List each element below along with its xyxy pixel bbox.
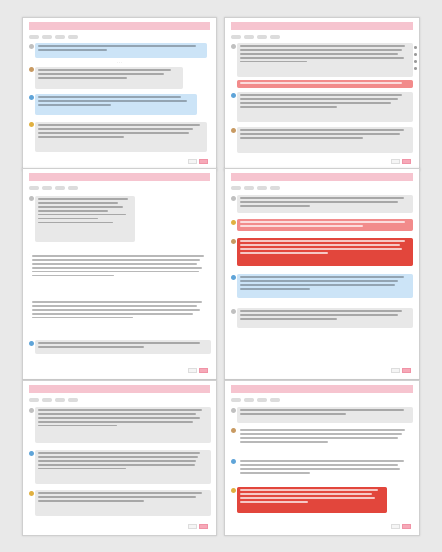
avatar-icon[interactable] — [29, 95, 34, 100]
post-panel-3 — [22, 168, 217, 380]
avatar-icon[interactable] — [231, 275, 236, 280]
thread-title-bar — [231, 22, 413, 30]
toolbar-item[interactable] — [29, 35, 39, 39]
message-bubble — [237, 427, 413, 453]
highlight-bubble — [237, 487, 387, 513]
avatar-icon[interactable] — [29, 341, 34, 346]
pagination — [391, 368, 411, 373]
message-bubble — [237, 274, 413, 298]
avatar-icon[interactable] — [29, 67, 34, 72]
toolbar-item[interactable] — [55, 398, 65, 402]
pager-prev-button[interactable] — [188, 368, 197, 373]
more-icon[interactable] — [414, 67, 417, 70]
thread-title-bar — [231, 385, 413, 393]
message-bubble — [35, 43, 207, 58]
toolbar-item[interactable] — [257, 186, 267, 190]
pager-prev-button[interactable] — [391, 368, 400, 373]
message-bubble — [35, 94, 197, 115]
message-bubble — [29, 299, 212, 333]
message-bubble — [35, 196, 135, 242]
pager-prev-button[interactable] — [188, 524, 197, 529]
avatar-icon[interactable] — [231, 220, 236, 225]
pagination — [391, 524, 411, 529]
message-bubble — [237, 92, 413, 122]
toolbar-item[interactable] — [231, 398, 241, 402]
post-panel-4 — [224, 168, 420, 380]
toolbar-item[interactable] — [231, 35, 241, 39]
avatar-icon[interactable] — [231, 488, 236, 493]
toolbar — [29, 184, 210, 191]
toolbar-item[interactable] — [29, 186, 39, 190]
toolbar — [231, 33, 413, 40]
avatar-icon[interactable] — [231, 93, 236, 98]
message-bubble — [35, 122, 207, 152]
pager-next-button[interactable] — [402, 159, 411, 164]
pagination — [188, 159, 208, 164]
thread-title-bar — [231, 173, 413, 181]
avatar-icon[interactable] — [29, 451, 34, 456]
toolbar-item[interactable] — [68, 398, 78, 402]
toolbar-item[interactable] — [29, 398, 39, 402]
message-bubble — [35, 340, 211, 354]
side-icon-strip — [414, 46, 418, 74]
message-bubble — [237, 407, 413, 423]
post-panel-1 — [22, 17, 217, 171]
message-bubble — [237, 308, 413, 328]
toolbar-item[interactable] — [231, 186, 241, 190]
message-bubble — [35, 67, 183, 89]
avatar-icon[interactable] — [231, 196, 236, 201]
share-icon[interactable] — [414, 60, 417, 63]
highlight-bubble — [237, 80, 413, 88]
toolbar-item[interactable] — [68, 186, 78, 190]
highlight-bubble — [237, 219, 413, 231]
separator-label: · · · — [116, 61, 123, 65]
avatar-icon[interactable] — [231, 428, 236, 433]
avatar-icon[interactable] — [231, 459, 236, 464]
toolbar-item[interactable] — [42, 35, 52, 39]
toolbar — [29, 33, 210, 40]
avatar-icon[interactable] — [231, 128, 236, 133]
avatar-icon[interactable] — [29, 491, 34, 496]
message-bubble — [35, 407, 211, 443]
pager-prev-button[interactable] — [391, 159, 400, 164]
pager-next-button[interactable] — [199, 524, 208, 529]
message-bubble — [237, 127, 413, 153]
toolbar-item[interactable] — [42, 398, 52, 402]
pager-next-button[interactable] — [199, 368, 208, 373]
toolbar-item[interactable] — [244, 186, 254, 190]
avatar-icon[interactable] — [231, 44, 236, 49]
thread-title-bar — [29, 385, 210, 393]
avatar-icon[interactable] — [231, 408, 236, 413]
toolbar-item[interactable] — [257, 398, 267, 402]
toolbar-item[interactable] — [244, 35, 254, 39]
avatar-icon[interactable] — [29, 122, 34, 127]
message-bubble — [237, 458, 413, 482]
toolbar-item[interactable] — [68, 35, 78, 39]
toolbar-item[interactable] — [270, 398, 280, 402]
pager-next-button[interactable] — [402, 524, 411, 529]
avatar-icon[interactable] — [29, 44, 34, 49]
toolbar-item[interactable] — [244, 398, 254, 402]
toolbar — [29, 396, 210, 403]
message-bubble — [237, 43, 413, 77]
pager-prev-button[interactable] — [391, 524, 400, 529]
like-icon[interactable] — [414, 53, 417, 56]
pagination — [188, 368, 208, 373]
highlight-bubble — [237, 238, 413, 266]
toolbar-item[interactable] — [257, 35, 267, 39]
message-bubble — [237, 195, 413, 213]
toolbar-item[interactable] — [42, 186, 52, 190]
toolbar — [231, 184, 413, 191]
pagination — [391, 159, 411, 164]
message-bubble — [35, 450, 211, 484]
thread-title-bar — [29, 173, 210, 181]
avatar-icon[interactable] — [231, 309, 236, 314]
pager-next-button[interactable] — [199, 159, 208, 164]
post-panel-2 — [224, 17, 420, 171]
toolbar-item[interactable] — [270, 186, 280, 190]
post-panel-6 — [224, 380, 420, 536]
message-bubble — [35, 490, 211, 516]
reply-icon[interactable] — [414, 46, 417, 49]
toolbar-item[interactable] — [55, 35, 65, 39]
thread-title-bar — [29, 22, 210, 30]
avatar-icon[interactable] — [231, 239, 236, 244]
avatar-icon[interactable] — [29, 408, 34, 413]
message-bubble — [29, 253, 212, 293]
toolbar — [231, 396, 413, 403]
pager-prev-button[interactable] — [188, 159, 197, 164]
pager-next-button[interactable] — [402, 368, 411, 373]
pagination — [188, 524, 208, 529]
post-panel-5 — [22, 380, 217, 536]
toolbar-item[interactable] — [270, 35, 280, 39]
toolbar-item[interactable] — [55, 186, 65, 190]
avatar-icon[interactable] — [29, 196, 34, 201]
